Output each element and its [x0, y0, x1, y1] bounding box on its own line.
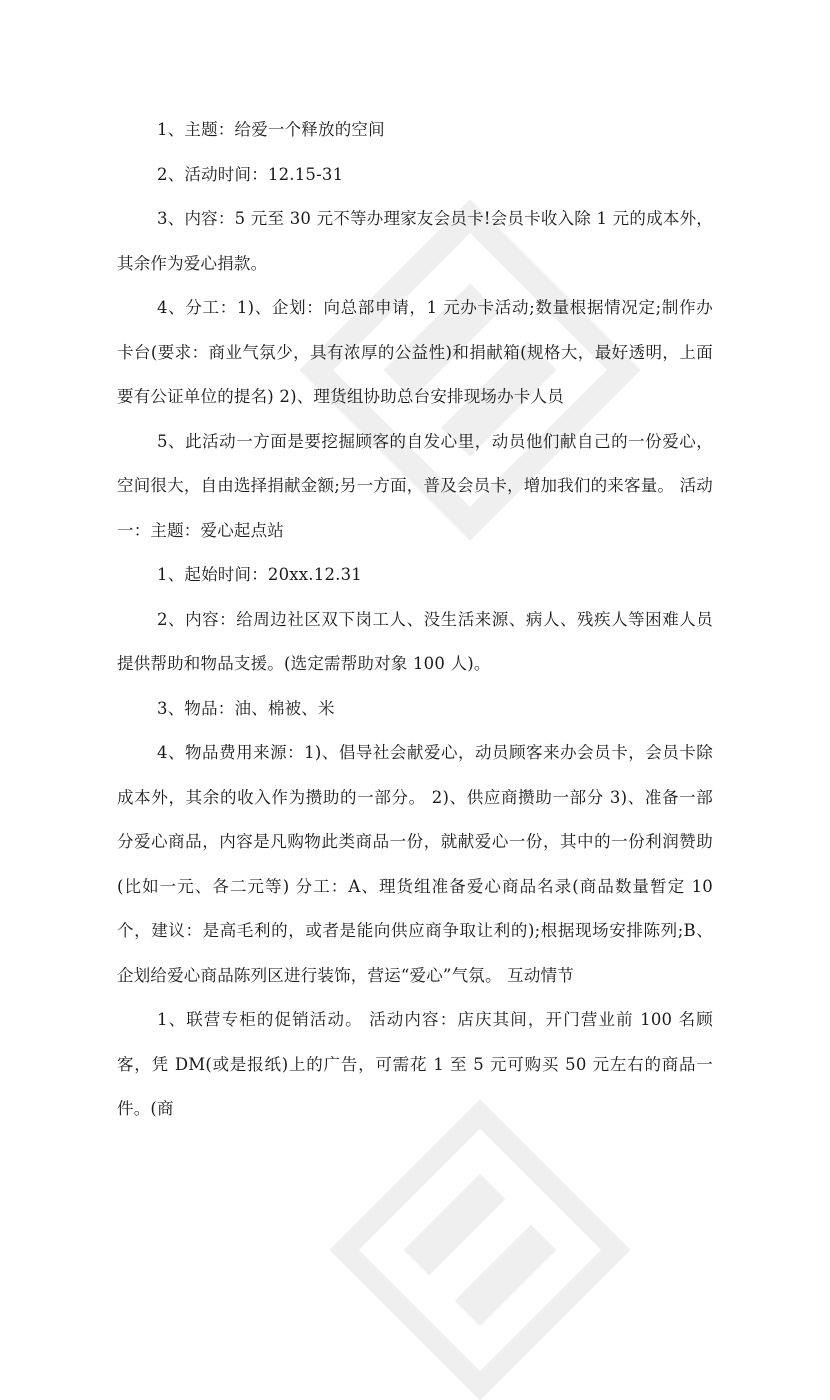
paragraph-activity-time: 2、活动时间：12.15-31	[157, 164, 344, 184]
watermark-icon	[330, 1100, 630, 1400]
paragraph-recipients: 2、内容：给周边社区双下岗工人、没生活来源、病人、残疾人等困难人员提供帮助和物品支援。(选定需帮助对象 100 人)。	[117, 609, 713, 673]
paragraph-items: 3、物品：油、棉被、米	[157, 698, 335, 718]
document-page	[117, 108, 713, 1132]
paragraph-purpose: 5、此活动一方面是要挖掘顾客的自发心里，动员他们献自己的一份爱心，空间很大，自由选择捐献金额;另一方面，普及会员卡，增加我们的来客量。 活动一：主题：爱心起点站	[117, 431, 713, 540]
paragraph-start-time: 1、起始时间：20xx.12.31	[157, 565, 362, 584]
paragraph-funding-source: 4、物品费用来源：1)、倡导社会献爱心，动员顾客来办会员卡，会员卡除成本外，其余的收入作为攒助的一部分。 2)、供应商攒助一部分 3)、准备一部分爱心商品，内容是凡购物此类商品一份，就献爱心一份，其中的一份利润赞助(比如一元、各二元等) 分工：A、理货组准备爱心商品名录(商品数量暂定 10 个，建议：是高毛利的，或者是能向供应商争取让利的);根据现场安排陈列;B、企划给爱心商品陈列区进行装饰，营运“爱心”气氛。 互动情节	[117, 743, 713, 985]
paragraph-theme: 1、主题：给爱一个释放的空间	[157, 120, 385, 139]
paragraph-content: 3、内容：5 元至 30 元不等办理家友会员卡!会员卡收入除 1 元的成本外，其余作为爱心捐款。	[117, 209, 713, 273]
paragraph-counter-promotion: 1、联营专柜的促销活动。 活动内容：店庆其间，开门营业前 100 名顾客，凭 DM(或是报纸)上的广告，可需花 1 至 5 元可购买 50 元左右的商品一件。(商	[117, 1010, 713, 1118]
paragraph-division-of-labor: 4、分工：1)、企划：向总部申请，1 元办卡活动;数量根据情况定;制作办卡台(要求：商业气氛少，具有浓厚的公益性)和捐献箱(规格大，最好透明，上面要有公证单位的提名) 2)、理货组协助总台安排现场办卡人员	[117, 298, 713, 406]
